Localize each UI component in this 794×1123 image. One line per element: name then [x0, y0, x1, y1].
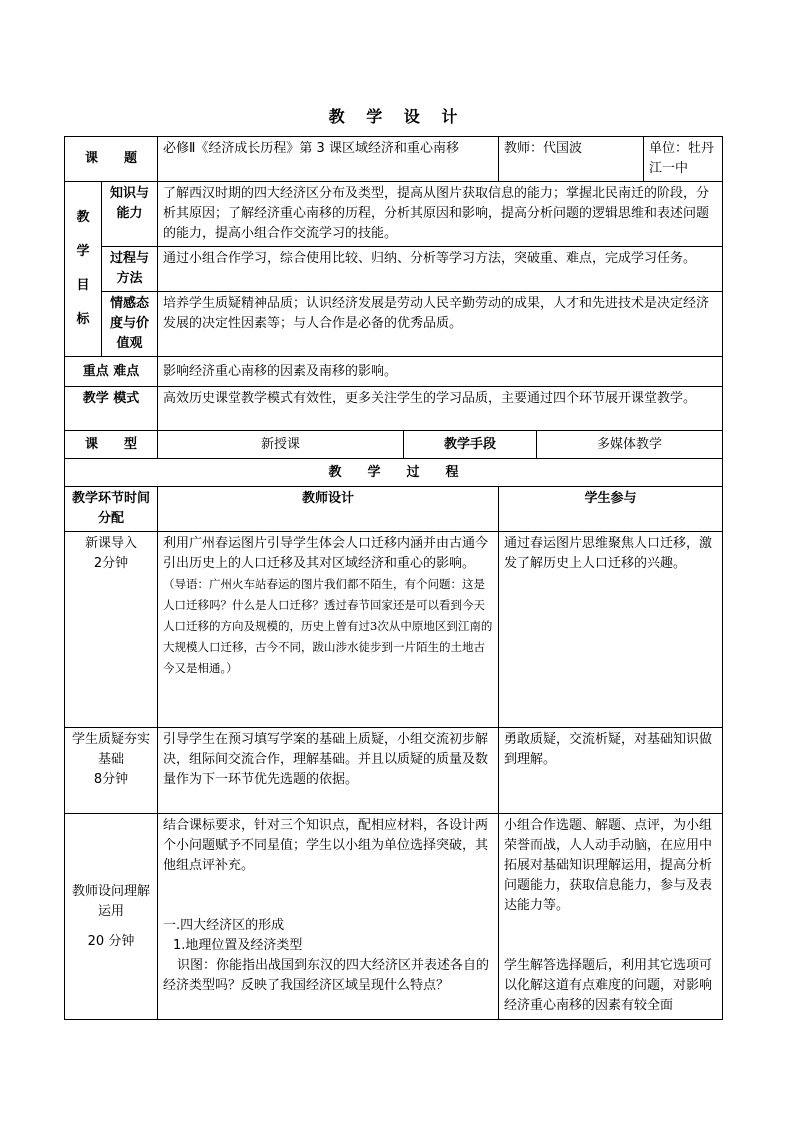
- section-heading: 一.四大经济区的形成: [163, 918, 285, 933]
- knowledge-label: 知识与能力: [102, 182, 158, 247]
- topic-value: 必修Ⅱ《经济成长历程》第 3 课区域经济和重心南移: [158, 137, 499, 182]
- key-points-row: [65, 357, 723, 387]
- emotion-label: 情感态度与价值观: [102, 292, 158, 357]
- objectives-char-2: 学: [76, 244, 90, 259]
- key-points-text: 影响经济重心南移的因素及南移的影响。: [158, 357, 723, 387]
- stage-name: 学生质疑夯实基础: [72, 732, 151, 767]
- emotion-text: 培养学生质疑精神品质；认识经济发展是劳动人民辛勤劳动的成果，人才和先进技术是决定经济发展的决定性因素等；与人合作是必备的优秀品质。: [158, 292, 723, 357]
- objectives-char-3: 目: [76, 278, 90, 293]
- teacher-column-header: 教师设计: [158, 487, 499, 532]
- unit-name: 单位：牡丹江一中: [644, 137, 723, 182]
- column-header-row: [65, 487, 723, 532]
- stage-time: 8分钟: [93, 772, 129, 787]
- topic-row: [65, 137, 723, 182]
- student-text-1: 小组合作选题、解题、点评，为小组荣誉而战，人人动手动脑，在应用中拓展对基础知识理解运用，提高分析问题能力，获取信息能力，参与及表达能力等。: [504, 818, 713, 913]
- student-column-header: 学生参与: [499, 487, 723, 532]
- course-type-label: 课 型: [65, 431, 158, 459]
- teacher-cell: [158, 532, 499, 728]
- stage-cell: [65, 532, 158, 728]
- topic-label: 课 题: [65, 137, 158, 182]
- process-row-intro: [65, 532, 723, 728]
- stage-name: 教师设问理解运用: [72, 883, 151, 919]
- teaching-means-label: 教学手段: [404, 431, 537, 459]
- mode-text: 高效历史课堂教学模式有效性，更多关注学生的学习品质，主要通过四个环节展开课堂教学。: [158, 387, 723, 431]
- key-points-label: 重点 难点: [65, 357, 158, 387]
- teacher-intro: 结合课标要求，针对三个知识点，配相应材料，各设计两个小问题赋予不同星值；学生以小组为单位选择突破，其他组点评补充。: [163, 818, 489, 873]
- course-type-row: [65, 431, 723, 459]
- student-cell: 勇敢质疑，交流析疑，对基础知识做到理解。: [499, 728, 723, 814]
- student-cell: [499, 814, 723, 1020]
- question-text: 识图：你能指出战国到东汉的四大经济区并表述各自的经济类型吗？反映了我国经济区域呈现什么特点？: [163, 958, 490, 993]
- teacher-note: （导语：广州火车站春运的图片我们都不陌生，有个问题：这是人口迁移吗？什么是人口迁移？透过春节回家还是可以看到今天人口迁移的方向及规模的，历史上曾有过3次从中原地区到江南的大规模人口迁移，古今不同，跋山涉水徒步到一片陌生的土地古今又是相通。）: [163, 577, 493, 675]
- document-title: 教 学 设 计: [328, 107, 466, 126]
- process-title: 教 学 过 程: [65, 459, 723, 487]
- stage-time: 20 分钟: [87, 933, 135, 949]
- process-text: 通过小组合作学习，综合使用比较、归纳、分析等学习方法，突破重、难点，完成学习任务。: [158, 247, 723, 292]
- objectives-char-4: 标: [76, 312, 90, 327]
- objective-emotion-row: [65, 292, 723, 357]
- subsection-heading: 1.地理位置及经济类型: [173, 938, 303, 953]
- teaching-means-value: 多媒体教学: [537, 431, 723, 459]
- knowledge-text: 了解西汉时期的四大经济区分布及类型，提高从图片获取信息的能力；掌握北民南迁的阶段，分析其原因；了解经济重心南移的历程，分析其原因和影响，提高分析问题的逻辑思维和表述问题的能力，提高小组合作交流学习的技能。: [158, 182, 723, 247]
- process-label: 过程与方法: [102, 247, 158, 292]
- process-row-apply: [65, 814, 723, 1020]
- mode-row: [65, 387, 723, 431]
- stage-column-header: 教学环节时间分配: [65, 487, 158, 532]
- teacher-text: 利用广州春运图片引导学生体会人口迁移内涵并由古通今引出历史上的人口迁移及其对区域经济和重心的影响。: [163, 536, 489, 571]
- objectives-label: [65, 182, 102, 357]
- objectives-char-1: 教: [76, 210, 90, 225]
- student-cell: 通过春运图片思维聚焦人口迁移，激发了解历史上人口迁移的兴趣。: [499, 532, 723, 728]
- process-title-row: [65, 459, 723, 487]
- teacher-cell: 引导学生在预习填写学案的基础上质疑，小组交流初步解决，组际间交流合作，理解基础。并且以质疑的质量及数量作为下一环节优先选题的依据。: [158, 728, 499, 814]
- stage-name: 新课导入: [85, 536, 138, 551]
- teacher-name: 教师：代国波: [499, 137, 644, 182]
- stage-cell: [65, 814, 158, 1020]
- lesson-plan-table: [64, 136, 723, 1020]
- mode-label: 教学 模式: [65, 387, 158, 431]
- stage-cell: [65, 728, 158, 814]
- student-text-2: 学生解答选择题后，利用其它选项可以化解这道有点难度的问题，对影响经济重心南移的因素有较全面: [504, 958, 713, 1013]
- teacher-cell: [158, 814, 499, 1020]
- objective-process-row: [65, 247, 723, 292]
- process-row-question: [65, 728, 723, 814]
- stage-time: 2分钟: [93, 556, 129, 571]
- objective-knowledge-row: [65, 182, 723, 247]
- course-type-value: 新授课: [158, 431, 404, 459]
